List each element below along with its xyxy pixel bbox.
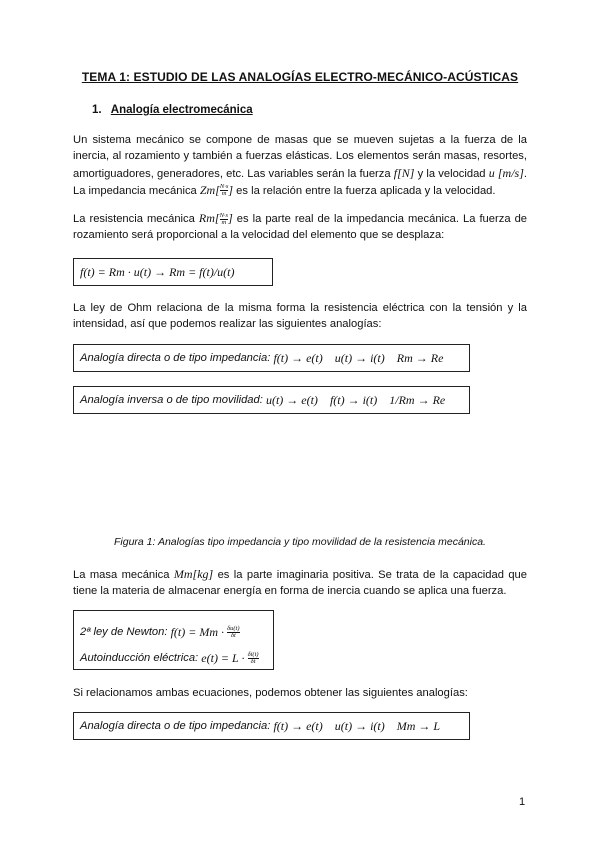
p2-text-2: es la parte real de la impedancia mecánica. La fuerza de rozamiento será proporcional a la velocidad del elemento que se desplaza: (73, 213, 528, 242)
newton-equation: f(t) = Mm · (170, 624, 225, 639)
p4-text-1: La masa mecánica (73, 569, 170, 581)
var-force: f (393, 165, 398, 180)
equation-box-newton-inductance (73, 610, 274, 670)
p4-text-2: es la parte imaginaria positiva. Se trata de la capacidad que tiene la materia de almacenar energía en forma de inercia cuando se aplica una fuerza. (73, 569, 528, 598)
analogy-box-inverse (73, 386, 470, 414)
equation-box-resistance (73, 258, 273, 286)
analogy-inverse-b: f(t) → i(t) (329, 392, 378, 407)
var-impedance: Zm (199, 182, 216, 197)
p2-text-1: La resistencia mecánica (73, 213, 195, 225)
analogy-box-direct-resistance (73, 344, 470, 372)
paragraph-mechanical-resistance: La resistencia mecánica $Rm[\frac{N\cdot s}{m}$ ] es la parte real de la impedancia mecánica. La fuerza de rozamiento será proporcional a la velocidad del elemento que se desplaza: (73, 211, 528, 242)
analogy-direct2-a: f(t) → e(t) (273, 718, 323, 733)
analogy-direct2-label: Analogía directa o de tipo impedancia: (80, 720, 271, 732)
figure-caption: Figura 1: Analogías tipo impedancia y tipo movilidad de la resistencia mecánica. (114, 536, 486, 548)
document-title: TEMA 1: ESTUDIO DE LAS ANALOGÍAS ELECTRO-MECÁNICO-ACÚSTICAS (81, 70, 519, 84)
unit-velocity: [m/s] (497, 165, 524, 180)
inductance-derivative: $\frac{\delta i(t)}{\delta t}$ (247, 650, 259, 665)
equation-row-newton (80, 619, 267, 645)
analogy-direct-c: Rm → Re (396, 350, 444, 365)
analogy-box-direct-mass (73, 712, 470, 740)
newton-label: 2ª ley de Newton: (80, 626, 168, 638)
analogy-direct-label: Analogía directa o de tipo impedancia: (80, 352, 271, 364)
unit-newton: [N] (397, 165, 415, 180)
p1-text-3: . La impedancia mecánica (73, 167, 528, 197)
paragraph-ohm-law: La ley de Ohm relaciona de la misma forma la resistencia eléctrica con la tensión y la intensidad, así que podemos realizar las siguientes analogías: (73, 302, 527, 331)
equation-row-inductance (80, 645, 267, 671)
var-resistance: Rm (198, 211, 215, 225)
section-label: Analogía electromecánica (110, 104, 253, 116)
analogy-direct2-c: Mm → L (396, 718, 441, 733)
var-velocity: u (488, 165, 495, 180)
section-heading (92, 104, 253, 116)
p1-text-2: y la velocidad (417, 167, 486, 180)
analogy-direct2-b: u(t) → i(t) (334, 718, 385, 733)
p1-text-4: es la relación entre la fuerza aplicada y la velocidad. (236, 184, 496, 197)
p1-text-1: Un sistema mecánico se compone de masas que se mueven sujetas a la fuerza de la inercia, al rozamiento y también a fuerzas elásticas. Los elementos serán masas, resortes, amortiguadores, generadores, etc. Las variables serán la fuerza (73, 134, 527, 180)
section-number: 1. (92, 104, 102, 116)
var-mass: Mm[kg] (173, 567, 214, 581)
newton-derivative: $\frac{\delta u(t)}{\delta t}$ (227, 624, 240, 639)
analogy-inverse-a: u(t) → e(t) (265, 392, 318, 407)
inductance-label: Autoinducción eléctrica: (80, 652, 199, 664)
equation-resistance: f(t) = Rm · u(t) → Rm = f(t)/u(t) (80, 264, 235, 279)
page-number: 1 (519, 796, 526, 808)
inductance-equation: e(t) = L · (201, 650, 245, 665)
analogy-inverse-c: 1/Rm → Re (389, 392, 446, 407)
analogy-direct-a: f(t) → e(t) (273, 350, 323, 365)
paragraph-relate-equations: Si relacionamos ambas ecuaciones, podemos obtener las siguientes analogías: (73, 687, 468, 699)
analogy-inverse-label: Analogía inversa o de tipo movilidad: (80, 394, 263, 406)
analogy-direct-b: u(t) → i(t) (334, 350, 385, 365)
paragraph-mechanical-mass (73, 566, 527, 600)
resistance-unit-fraction: $\frac{N\cdot s}{m}$ (219, 211, 229, 226)
impedance-unit-fraction: $\frac{N\cdot s}{m}$ (219, 183, 229, 198)
paragraph-mechanical-system: Un sistema mecánico se compone de masas que se mueven sujetas a la fuerza de la inercia, al rozamiento y también a fuerzas elásticas. Los elementos serán masas, resortes, amortiguadores, generadores, etc. Las variables serán la fuerza f[N] y la velocidad u [m/s]. La impedancia mecánica $Zm[\frac{N\cdot s}{m}$ ] es la relación entre la fuerza aplicada y la velocidad. (73, 134, 528, 198)
